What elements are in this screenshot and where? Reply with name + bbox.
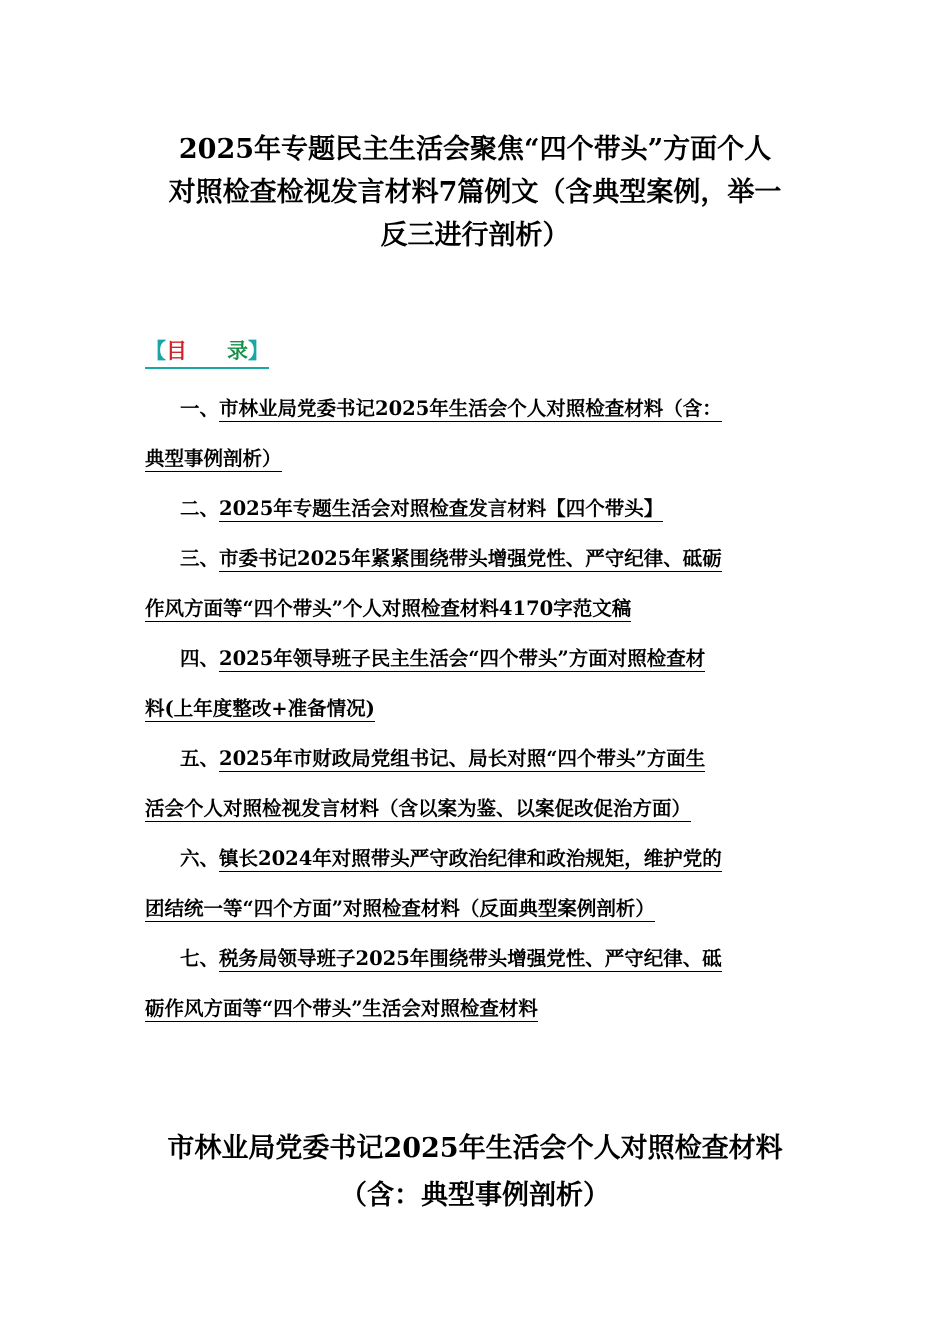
toc-item-number: 六、 [180,847,220,870]
toc-item-5[interactable] [145,734,795,834]
toc-link[interactable]: 典型事例剖析） [145,447,282,470]
toc-list [145,384,795,1034]
toc-link[interactable]: 2025年专题生活会对照检查发言材料【四个带头】 [219,497,664,520]
toc-item-number: 二、 [180,497,220,520]
toc-item-4[interactable] [145,634,795,734]
toc-item-number: 七、 [180,947,220,970]
section-title-line: （含：典型事例剖析） [340,1180,610,1211]
toc-link[interactable]: 料(上年度整改+准备情况) [145,697,375,720]
toc-heading [145,336,269,369]
toc-item-number: 五、 [180,747,220,770]
document-title-line: 2025年专题民主生活会聚焦“四个带头”方面个人 [178,134,772,165]
toc-item-3[interactable] [145,534,795,634]
toc-link[interactable]: 砺作风方面等“四个带头”生活会对照检查材料 [145,997,538,1020]
toc-link[interactable]: 作风方面等“四个带头”个人对照检查材料4170字范文稿 [145,597,632,620]
toc-link[interactable]: 镇长2024年对照带头严守政治纪律和政治规矩，维护党的 [219,847,722,870]
toc-item-number: 四、 [180,647,220,670]
toc-item-1[interactable] [145,384,795,484]
toc-bracket-close: 】 [248,338,269,363]
toc-word-lu: 录 [227,338,248,363]
toc-item-2[interactable] [145,484,795,534]
toc-item-6[interactable] [145,834,795,934]
toc-item-7[interactable] [145,934,795,1034]
section-title-line: 市林业局党委书记2025年生活会个人对照检查材料 [167,1133,783,1164]
toc-bracket-open: 【 [145,338,166,363]
document-title [130,128,820,257]
toc-item-number: 三、 [180,547,220,570]
toc-link[interactable]: 2025年领导班子民主生活会“四个带头”方面对照检查材 [219,647,706,670]
toc-link[interactable]: 市委书记2025年紧紧围绕带头增强党性、严守纪律、砥砺 [219,547,722,570]
document-title-line: 对照检查检视发言材料7篇例文（含典型案例，举一 [168,177,782,208]
document-title-line: 反三进行剖析） [380,220,570,251]
toc-link[interactable]: 2025年市财政局党组书记、局长对照“四个带头”方面生 [219,747,706,770]
section-title [130,1125,820,1219]
toc-link[interactable]: 团结统一等“四个方面”对照检查材料（反面典型案例剖析） [145,897,655,920]
toc-word-mu: 目 [166,338,187,363]
toc-link[interactable]: 市林业局党委书记2025年生活会个人对照检查材料（含： [219,397,722,420]
toc-link[interactable]: 活会个人对照检视发言材料（含以案为鉴、以案促改促治方面） [145,797,692,820]
toc-link[interactable]: 税务局领导班子2025年围绕带头增强党性、严守纪律、砥 [219,947,722,970]
toc-item-number: 一、 [180,397,220,420]
